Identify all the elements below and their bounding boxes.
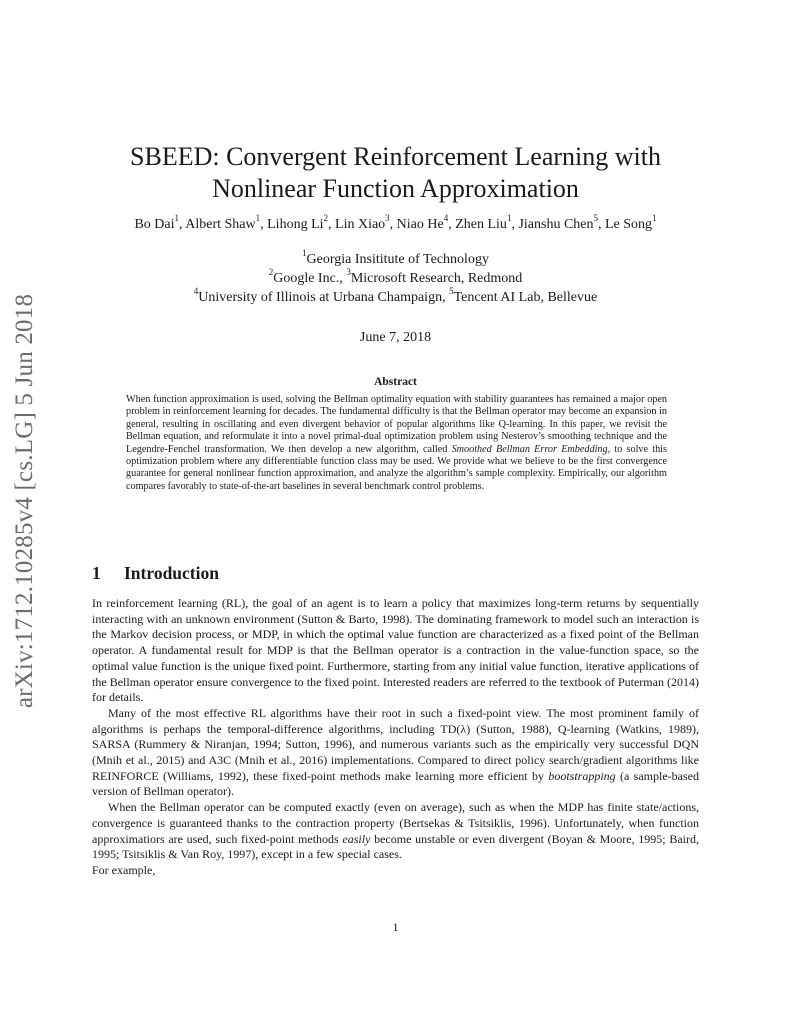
- publication-date: June 7, 2018: [359, 330, 432, 345]
- affiliation-mark: 4: [193, 286, 199, 297]
- abstract-text-part: , to solve this optimization problem where any differentiable function class may be used. We provide what we believe to be the first convergence guarantee for general nonlinear function approximation, and analyze the algorithm’s sample complexity. Empirically, our algorithm compares favorably to state-of-the-art baselines in several benchmark control problems.: [126, 443, 667, 492]
- author-affiliation-mark: 1: [255, 213, 261, 224]
- body-text: [92, 596, 699, 879]
- abstract-text: [126, 394, 667, 493]
- author-affiliation-mark: 1: [506, 213, 512, 224]
- author-affiliation-mark: 3: [385, 213, 390, 224]
- author-affiliation-mark: 4: [443, 213, 449, 224]
- paragraph: [92, 706, 699, 800]
- paragraph-emphasis: easily: [342, 831, 371, 846]
- affiliation: Tencent AI Lab, Bellevue: [453, 290, 598, 305]
- paragraph: In reinforcement learning (RL), the goal of an agent is to learn a policy that maximizes long-term returns by sequentially interacting with an unknown environment (Sutton & Barto, 1998). The dominating framework to model such an interaction is the Markov decision process, or MDP, in which the optimal value function are characterized as a fixed point of the Bellman operator. A fundamental result for MDP is that the Bellman operator is a contraction in the value-function space, so the optimal value function is the unique fixed point. Furthermore, starting from any initial value function, iterative applications of the Bellman operator ensure convergence to the fixed point. Interested readers are referred to the textbook of Puterman (2014) for details.: [92, 596, 699, 705]
- paragraph-text: Many of the most effective RL algorithms have their root in such a fixed-point view. The most prominent family of algorithms is perhaps the temporal-difference algorithms, including TD(λ) (Sutton, 1988), Q-learning (Watkins, 1989), SARSA (Rummery & Niranjan, 1994; Sutton, 1996), and numerous variants such as the empirically very successful DQN (Mnih et al., 2015) and A3C (Mnih et al., 2016) implementations. Compared to direct policy search/gradient algorithms like REINFORCE (Williams, 1992), these fixed-point methods make learning more efficient by: [92, 705, 699, 783]
- arxiv-identifier-text: arXiv:1712.10285v4 [cs.LG] 5 Jun 2018: [11, 293, 38, 709]
- author-name: Albert Shaw: [185, 217, 256, 232]
- affiliation-mark: 2: [268, 267, 274, 278]
- paragraph-text: When the Bellman operator can be computed exactly (even on average), such as when the MDP has finite state/actions, convergence is guaranteed thanks to the contraction property (Bertsekas & Tsitsiklis, 1996). Unfortunately, when function approximatiors are used, such fixed-point methods: [92, 800, 699, 846]
- author-name: Niao He: [396, 217, 444, 232]
- title-line-2: Nonlinear Function Approximation: [212, 174, 579, 203]
- affiliations: [60, 250, 731, 307]
- author-name: Lihong Li: [267, 217, 324, 232]
- affiliation-mark: 5: [449, 286, 454, 297]
- paragraph: [92, 800, 699, 863]
- author-name: Zhen Liu: [455, 217, 507, 232]
- author-name: Lin Xiao: [335, 217, 386, 232]
- author-name: Le Song: [605, 217, 653, 232]
- affiliation-mark: 1: [302, 248, 307, 259]
- author-name: Jianshu Chen: [518, 217, 594, 232]
- section-heading: [92, 563, 219, 584]
- page-number: 1: [392, 920, 399, 934]
- paragraph-text: become unstable or even divergent (Boyan & Moore, 1995; Baird, 1995; Tsitsiklis & Van Roy, 1997), except in a few special cases.: [92, 831, 699, 862]
- abstract-heading: Abstract: [374, 376, 417, 388]
- affiliation-line-2: [60, 269, 731, 288]
- section-title: Introduction: [124, 563, 219, 583]
- author-name: Bo Dai: [134, 217, 175, 232]
- author-affiliation-mark: 1: [652, 213, 657, 224]
- abstract-emphasis: Smoothed Bellman Error Embedding: [451, 443, 608, 455]
- affiliation: Microsoft Research, Redmond: [350, 271, 523, 286]
- affiliation: Georgia Insititute of Technology: [306, 252, 489, 267]
- affiliation: University of Illinois at Urbana Champaign,: [198, 290, 450, 305]
- section-number: 1: [92, 563, 101, 583]
- abstract-text-part: When function approximation is used, solving the Bellman optimality equation with stability guarantees has remained a major open problem in reinforcement learning for decades. The fundamental difficulty is that the Bellman operator may become an expansion in general, resulting in oscillating and even divergent behavior of popular algorithms like Q-learning. In this paper, we revisit the Bellman equation, and reformulate it into a novel primal-dual optimization problem using Nesterov’s smoothing technique and the Legendre-Fenchel transformation. We then develop a new algorithm, called: [126, 394, 667, 455]
- affiliation-line-1: [60, 250, 731, 269]
- paragraph-text: (a sample-based version of Bellman operator).: [92, 768, 699, 799]
- affiliation-line-3: [60, 288, 731, 307]
- paper-title: [80, 141, 711, 205]
- arxiv-identifier: [6, 285, 44, 717]
- affiliation: Google Inc.,: [273, 271, 347, 286]
- author-list: Bo Dai$^1$, Albert Shaw$^1$, Lihong Li$^2$, Lin Xiao$^3$, Niao He$^4$, Zhen Liu$^1$, Jianshu Chen$^5$, Le Song$^1$: [134, 213, 657, 232]
- author-affiliation-mark: 5: [593, 213, 598, 224]
- affiliation-mark: 3: [346, 267, 351, 278]
- author-affiliation-mark: 1: [174, 213, 179, 224]
- title-line-1: SBEED: Convergent Reinforcement Learning with: [130, 142, 661, 171]
- paragraph: For example,: [92, 862, 156, 877]
- paragraph-emphasis: bootstrapping: [548, 768, 616, 783]
- author-affiliation-mark: 2: [323, 213, 329, 224]
